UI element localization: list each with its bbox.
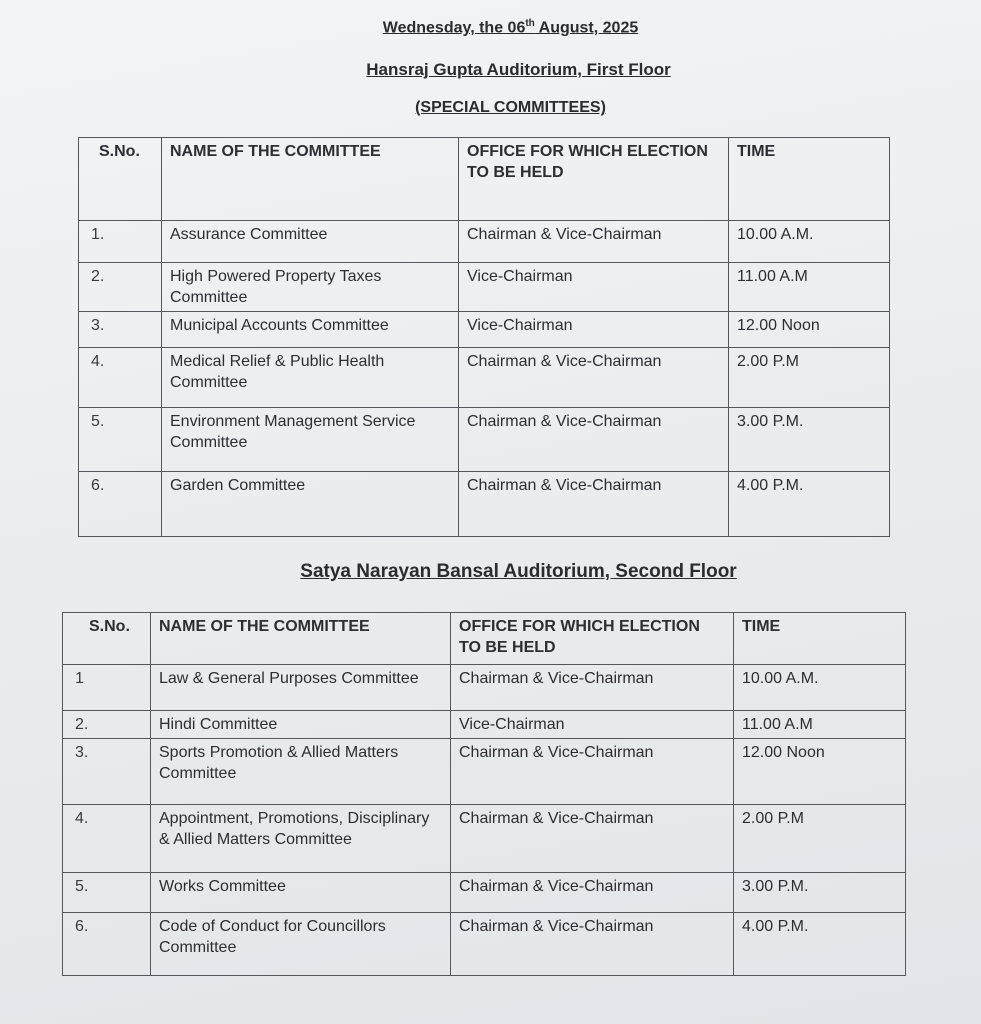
column-header-committee: NAME OF THE COMMITTEE (162, 138, 459, 221)
time-cell: 10.00 A.M. (734, 665, 906, 711)
serial-number-cell: 1 (63, 665, 151, 711)
table-row (79, 348, 890, 408)
time-cell: 2.00 P.M (734, 805, 906, 873)
committee-name-cell: Works Committee (151, 873, 451, 913)
time-cell: 11.00 A.M (729, 263, 890, 312)
time-cell: 4.00 P.M. (729, 472, 890, 537)
serial-number-cell: 3. (79, 312, 162, 348)
venue-first-floor: Hansraj Gupta Auditorium, First Floor (366, 60, 671, 79)
committee-name-cell: Garden Committee (162, 472, 459, 537)
second-floor-schedule-table (62, 612, 906, 976)
table-row (79, 312, 890, 348)
column-header-sno: S.No. (79, 138, 162, 221)
meeting-date: Wednesday, the 06th August, 2025 (382, 18, 639, 37)
election-office-cell: Vice-Chairman (459, 312, 729, 348)
table-row (63, 805, 906, 873)
serial-number-cell: 1. (79, 221, 162, 263)
column-header-office: OFFICE FOR WHICH ELECTION TO BE HELD (451, 613, 734, 665)
time-cell: 11.00 A.M (734, 711, 906, 739)
election-office-cell: Chairman & Vice-Chairman (459, 348, 729, 408)
committee-name-cell: Environment Management Service Committee (162, 408, 459, 472)
column-header-time: TIME (729, 138, 890, 221)
serial-number-cell: 5. (63, 873, 151, 913)
committee-name-cell: Hindi Committee (151, 711, 451, 739)
election-office-cell: Chairman & Vice-Chairman (459, 472, 729, 537)
time-cell: 4.00 P.M. (734, 913, 906, 976)
committee-name-cell: Medical Relief & Public Health Committee (162, 348, 459, 408)
table-row (63, 711, 906, 739)
column-header-committee: NAME OF THE COMMITTEE (151, 613, 451, 665)
table-row (63, 665, 906, 711)
table-row (79, 408, 890, 472)
venue-second-floor: Satya Narayan Bansal Auditorium, Second Floor (300, 561, 737, 582)
committee-name-cell: High Powered Property Taxes Committee (162, 263, 459, 312)
committee-name-cell: Municipal Accounts Committee (162, 312, 459, 348)
election-office-cell: Chairman & Vice-Chairman (451, 873, 734, 913)
election-office-cell: Chairman & Vice-Chairman (451, 805, 734, 873)
committee-name-cell: Sports Promotion & Allied Matters Committee (151, 739, 451, 805)
committee-name-cell: Law & General Purposes Committee (151, 665, 451, 711)
serial-number-cell: 4. (63, 805, 151, 873)
serial-number-cell: 5. (79, 408, 162, 472)
table-header-row (79, 138, 890, 221)
election-office-cell: Vice-Chairman (459, 263, 729, 312)
committee-name-cell: Assurance Committee (162, 221, 459, 263)
election-office-cell: Chairman & Vice-Chairman (451, 665, 734, 711)
election-office-cell: Chairman & Vice-Chairman (459, 221, 729, 263)
table-row (63, 873, 906, 913)
first-floor-schedule-body (79, 221, 890, 537)
serial-number-cell: 6. (79, 472, 162, 537)
election-office-cell: Chairman & Vice-Chairman (451, 913, 734, 976)
serial-number-cell: 4. (79, 348, 162, 408)
time-cell: 3.00 P.M. (734, 873, 906, 913)
committee-name-cell: Appointment, Promotions, Disciplinary & Allied Matters Committee (151, 805, 451, 873)
election-office-cell: Vice-Chairman (451, 711, 734, 739)
column-header-sno: S.No. (63, 613, 151, 665)
time-cell: 10.00 A.M. (729, 221, 890, 263)
table-row (63, 913, 906, 976)
second-floor-schedule-body (63, 665, 906, 976)
special-committees-subtitle: (SPECIAL COMMITTEES) (415, 99, 606, 116)
table-row (79, 221, 890, 263)
time-cell: 2.00 P.M (729, 348, 890, 408)
election-office-cell: Chairman & Vice-Chairman (451, 739, 734, 805)
time-cell: 12.00 Noon (734, 739, 906, 805)
table-header-row (63, 613, 906, 665)
table-row (79, 472, 890, 537)
serial-number-cell: 2. (79, 263, 162, 312)
column-header-time: TIME (734, 613, 906, 665)
column-header-office: OFFICE FOR WHICH ELECTION TO BE HELD (459, 138, 729, 221)
table-row (79, 263, 890, 312)
first-floor-schedule-table (78, 137, 890, 537)
time-cell: 12.00 Noon (729, 312, 890, 348)
serial-number-cell: 2. (63, 711, 151, 739)
serial-number-cell: 6. (63, 913, 151, 976)
table-row (63, 739, 906, 805)
committee-name-cell: Code of Conduct for Councillors Committee (151, 913, 451, 976)
serial-number-cell: 3. (63, 739, 151, 805)
time-cell: 3.00 P.M. (729, 408, 890, 472)
election-office-cell: Chairman & Vice-Chairman (459, 408, 729, 472)
